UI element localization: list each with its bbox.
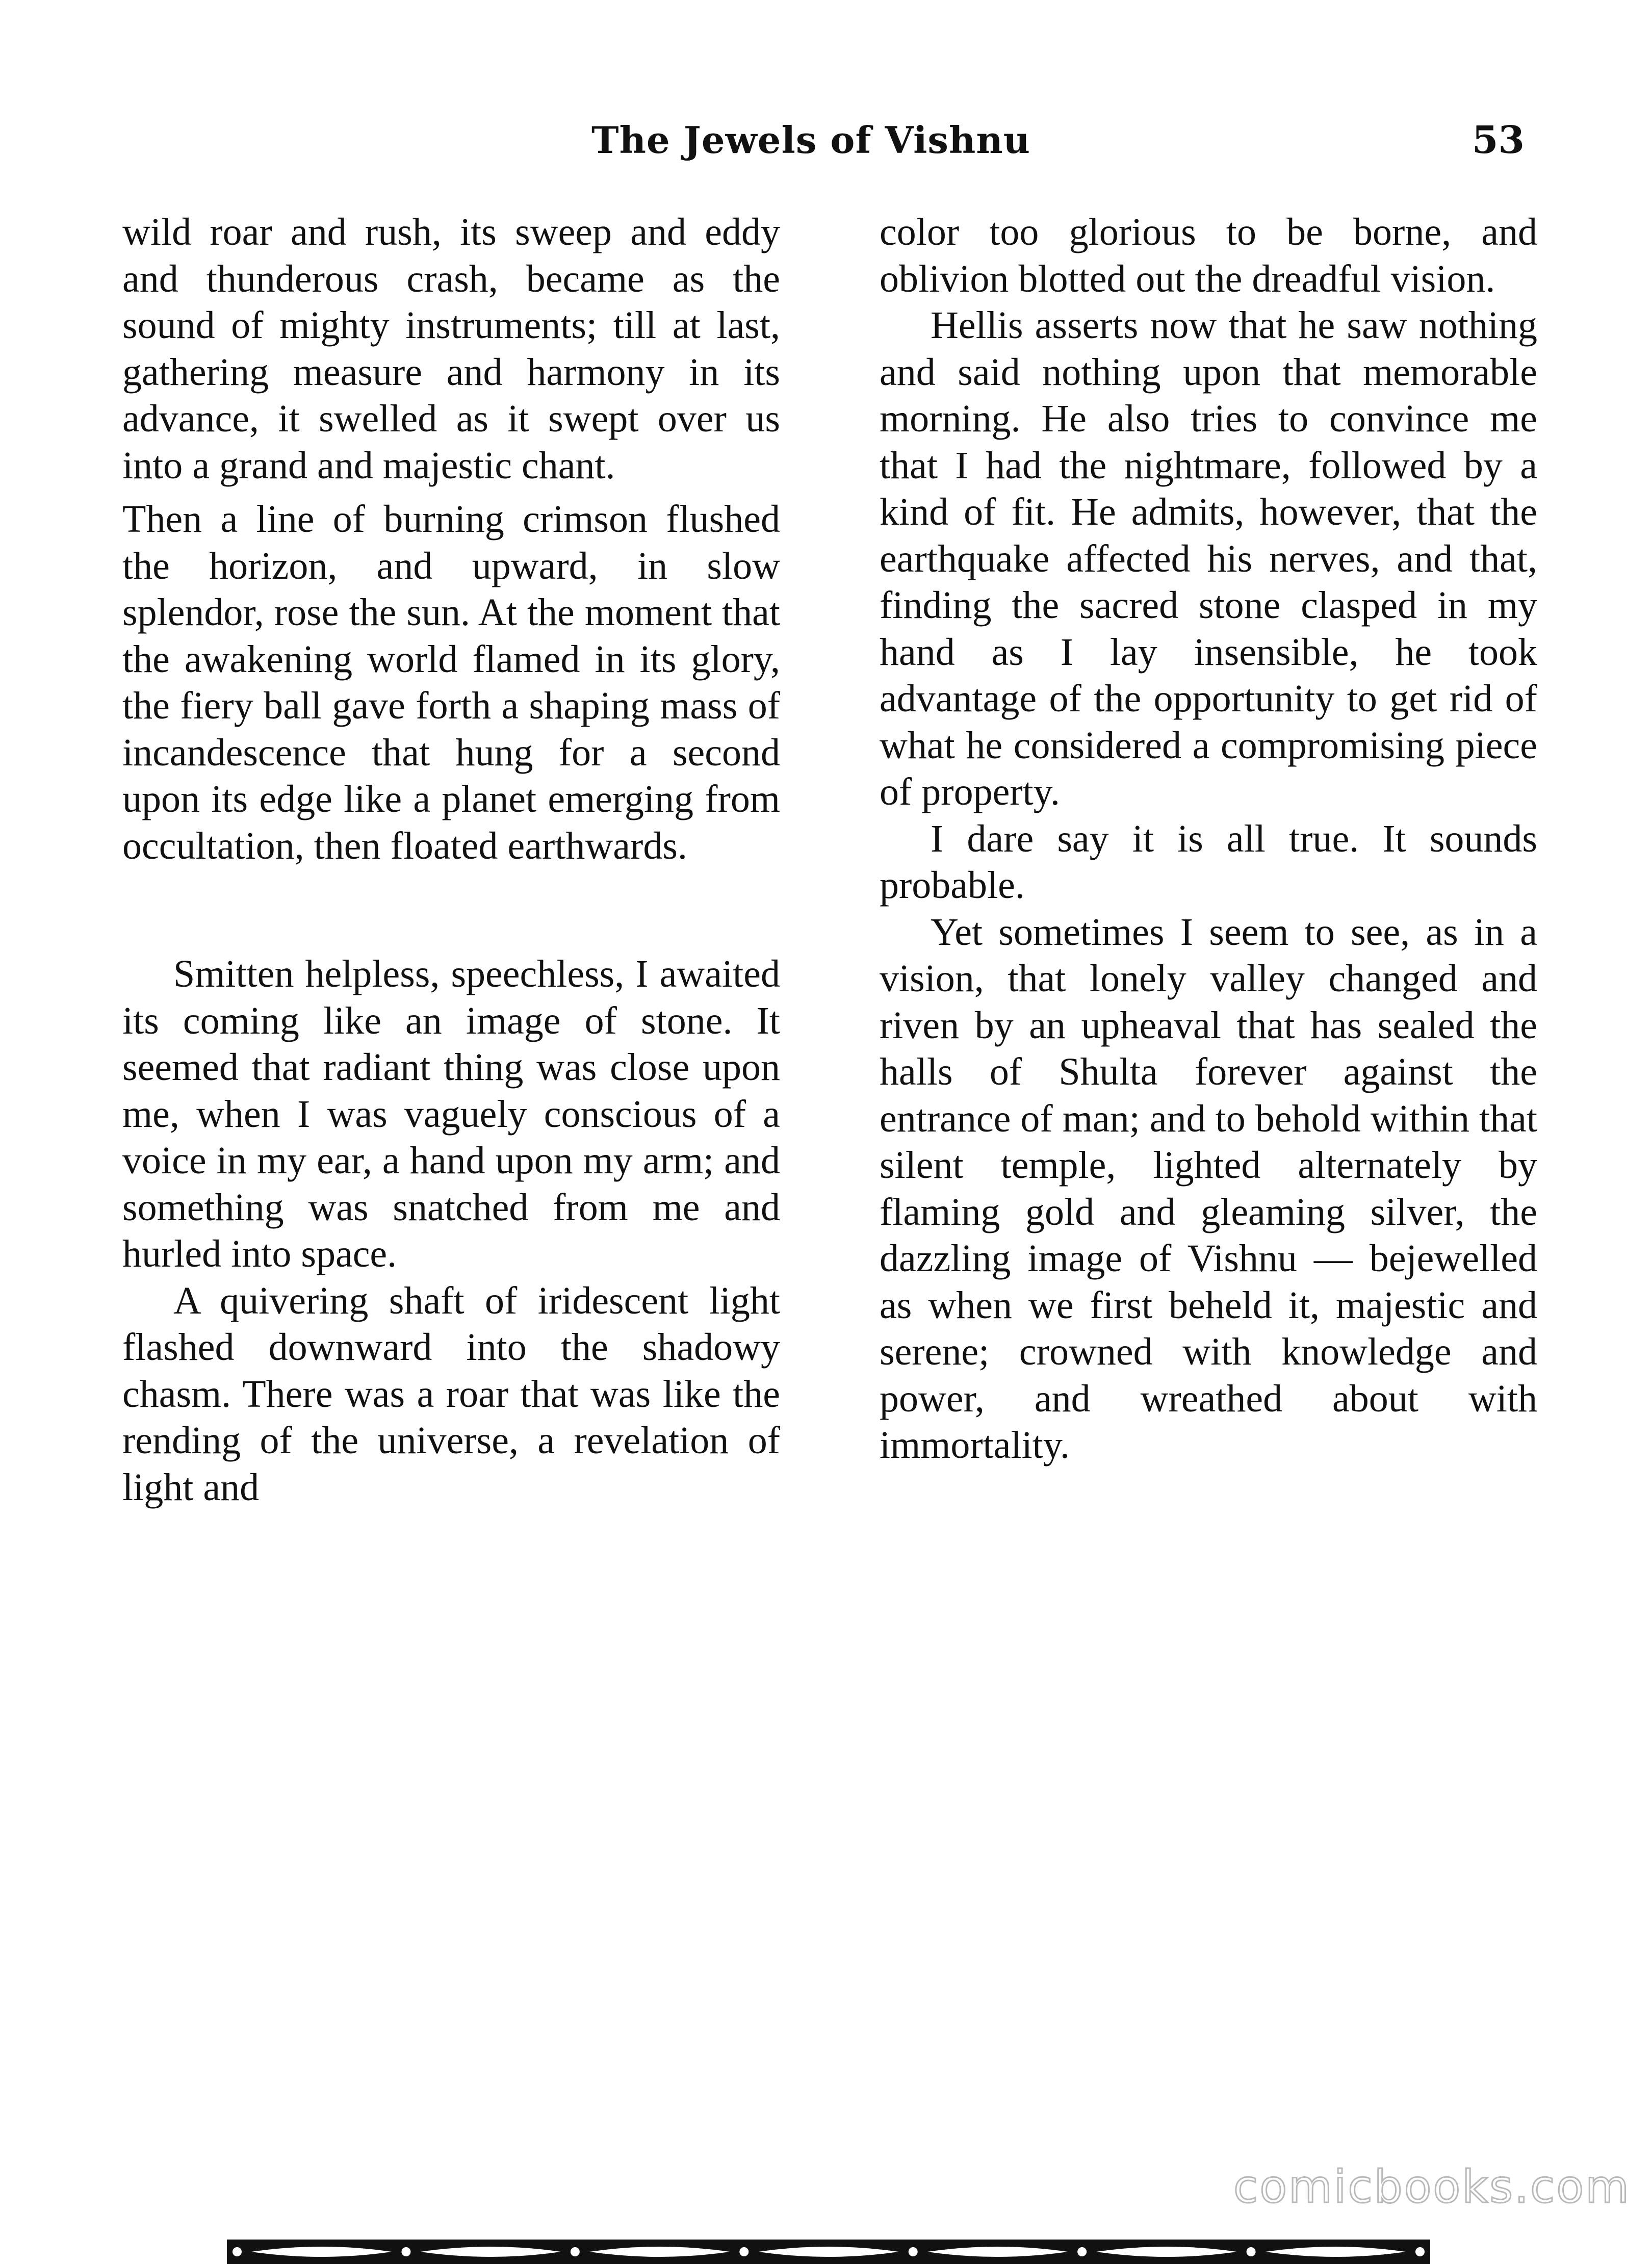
paragraph-probable: I dare say it is all true. It sounds probable.	[880, 817, 1537, 907]
rule-dot	[571, 2247, 580, 2256]
page-header	[591, 118, 1525, 174]
paragraph-smitten: Smitten helpless, speechless, I awaited its coming like an image of stone. It seemed that radiant thing was close upon me, when I was vaguely conscious of a voice in my ear, a hand upon my arm; and something was snatched from me and hurled into space.	[122, 953, 780, 1275]
paragraph-vision: Yet sometimes I seem to see, as in a vision, that lonely valley changed and riven by an upheaval that has sealed the halls of Shulta forever against the entrance of man; and to behold within that silent temple, lighted alternately by flaming gold and gleaming silver, the dazzling image of Vishnu — bejewelled as when we first beheld it, majestic and serene; crowned with knowledge and power, and wreathed about with immortality.	[880, 910, 1537, 1467]
paragraph-oblivion: color too glorious to be borne, and oblivion blotted out the dreadful vision.	[880, 211, 1537, 300]
rule-dot	[1415, 2247, 1425, 2256]
decorative-rule-icon	[227, 2240, 1430, 2264]
watermark: comicbooks.com	[1233, 2160, 1631, 2213]
rule-dot	[401, 2247, 410, 2256]
paragraph-sunrise: Then a line of burning crimson flushed the horizon, and upward, in slow splendor, rose the sun. At the moment that the awakening world flamed in its glory, the fiery ball gave forth a shaping mass of incandescence that hung for a second upon its edge like a planet emerging from occultation, then floated earthwards.	[122, 498, 780, 867]
paragraph-shaft: A quivering shaft of iridescent light flashed downward into the shadowy chasm. There was a roar that was like the rending of the universe, a revelation of light and	[122, 1279, 780, 1509]
rule-dot	[739, 2247, 748, 2256]
paragraph-hellis: Hellis asserts now that he saw nothing and said nothing upon that memorable morning. He also tries to convince me that I had the nightmare, followed by a kind of fit. He admits, however, that the earthquake affected his nerves, and that, finding the sacred stone clasped in my hand as I lay insensible, he took advantage of the opportunity to get rid of what he considered a compromising piece of property.	[880, 304, 1537, 813]
running-title: The Jewels of Vishnu	[591, 118, 1031, 162]
rule-dot	[1247, 2247, 1256, 2256]
paragraph-roar: wild roar and rush, its sweep and eddy and thunderous crash, became as the sound of mighty instruments; till at last, gathering measure and harmony in its advance, it swelled as it swept over us into a grand and majestic chant.	[122, 211, 780, 487]
page-number: 53	[1472, 118, 1525, 162]
right-column	[880, 209, 1537, 1469]
rule-dot	[233, 2247, 242, 2256]
left-column	[122, 209, 780, 1511]
rule-dot	[909, 2247, 918, 2256]
rule-dot	[1077, 2247, 1087, 2256]
